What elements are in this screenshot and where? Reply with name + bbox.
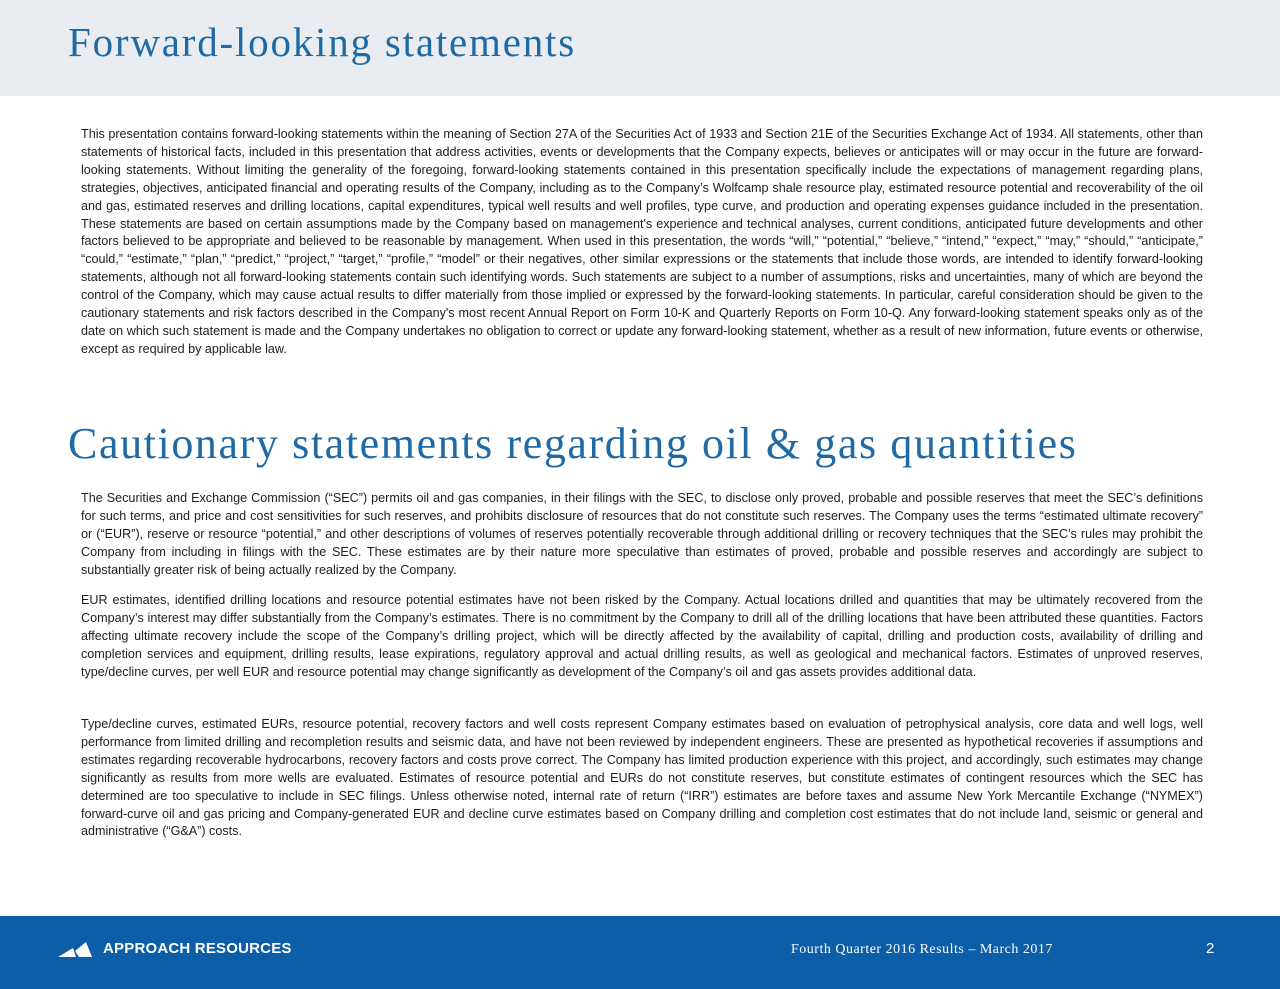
cautionary-paragraph-2: EUR estimates, identified drilling locations and resource potential estimates have not been risked by the Company. Actual locations drilled and quantities that may be ultimately recovered from the Company’s interest may differ substantially from the Company’s estimates. There is no commitment by the Company to drill all of the drilling locations that have been attributed these quantities. Factors affecting ultimate recovery include the scope of the Company’s drilling project, which will be directly affected by the availability of capital, drilling and production costs, availability of drilling and completion services and equipment, drilling results, lease expirations, regulatory approval and actual drilling results, as well as geological and mechanical factors. Estimates of unproved reserves, type/decline curves, per well EUR and resource potential may change significantly as development of the Company’s oil and gas assets provides additional data. <box>81 593 1203 679</box>
approach-wedge-icon <box>58 942 92 957</box>
section-title-cautionary: Cautionary statements regarding oil & gas quantities <box>68 419 1078 468</box>
page-title: Forward-looking statements <box>68 19 576 65</box>
company-logo <box>58 940 298 960</box>
page-number: 2 <box>1206 940 1215 957</box>
footer-caption: Fourth Quarter 2016 Results – March 2017 <box>791 942 1053 957</box>
cautionary-paragraph-3: Type/decline curves, estimated EURs, resource potential, recovery factors and well costs represent Company estimates based on evaluation of petrophysical analysis, core data and well logs, well performance from limited drilling and recompletion results and seismic data, and have not been reviewed by independent engineers. These are presented as hypothetical recoveries if assumptions and estimates regarding recoverable hydrocarbons, recovery factors and costs prove correct. The Company has limited production experience with this project, and accordingly, such estimates may change significantly as results from more wells are evaluated. Estimates of resource potential and EURs do not constitute reserves, but constitute estimates of contingent resources which the SEC has determined are too speculative to include in SEC filings. Unless otherwise noted, internal rate of return (“IRR”) estimates are before taxes and assume New York Mercantile Exchange (“NYMEX”) forward-curve oil and gas pricing and Company-generated EUR and decline curve estimates based on Company drilling and completion cost estimates that do not include land, seismic or general and administrative (“G&A”) costs. <box>81 717 1203 839</box>
logo-text: APPROACH RESOURCES <box>103 940 292 957</box>
forward-looking-paragraph: This presentation contains forward-looking statements within the meaning of Section 27A of the Securities Act of 1933 and Section 21E of the Securities Exchange Act of 1934. All statements, other than statements of historical facts, included in this presentation that address activities, events or developments that the Company expects, believes or anticipates will or may occur in the future are forward-looking statements. Without limiting the generality of the foregoing, forward-looking statements contained in this presentation specifically include the expectations of management regarding plans, strategies, objectives, anticipated financial and operating results of the Company, including as to the Company’s Wolfcamp shale resource play, estimated resource potential and recoverability of the oil and gas, estimated reserves and drilling locations, capital expenditures, typical well results and well profiles, type curve, and production and operating expenses guidance included in the presentation. These statements are based on certain assumptions made by the Company based on management's experience and technical analyses, current conditions, anticipated future developments and other factors believed to be appropriate and believed to be reasonable by management. When used in this presentation, the words “will,” “potential,” “believe,” “intend,” “expect,” “may,” “should,” “anticipate,” “could,” “estimate,” “plan,” “predict,” “project,” “target,” “profile,” “model” or their negatives, other similar expressions or the statements that include those words, are intended to identify forward-looking statements, although not all forward-looking statements contain such identifying words. Such statements are subject to a number of assumptions, risks and uncertainties, many of which are beyond the control of the Company, which may cause actual results to differ materially from those implied or expressed by the forward-looking statements. In particular, careful consideration should be given to the cautionary statements and risk factors described in the Company's most recent Annual Report on Form 10-K and Quarterly Reports on Form 10-Q. Any forward-looking statement speaks only as of the date on which such statement is made and the Company undertakes no obligation to correct or update any forward-looking statement, whether as a result of new information, future events or otherwise, except as required by applicable law. <box>81 127 1203 356</box>
cautionary-paragraph-1: The Securities and Exchange Commission (“SEC”) permits oil and gas companies, in their filings with the SEC, to disclose only proved, probable and possible reserves that meet the SEC’s definitions for such terms, and price and cost sensitivities for such reserves, and prohibits disclosure of resources that do not constitute such reserves. The Company uses the terms “estimated ultimate recovery” or (“EUR”), reserve or resource “potential,” and other descriptions of volumes of reserves potentially recoverable through additional drilling or recovery techniques that the SEC’s rules may prohibit the Company from including in filings with the SEC. These estimates are by their nature more speculative than estimates of proved, probable and possible reserves and accordingly are subject to substantially greater risk of being actually realized by the Company. <box>81 491 1203 577</box>
